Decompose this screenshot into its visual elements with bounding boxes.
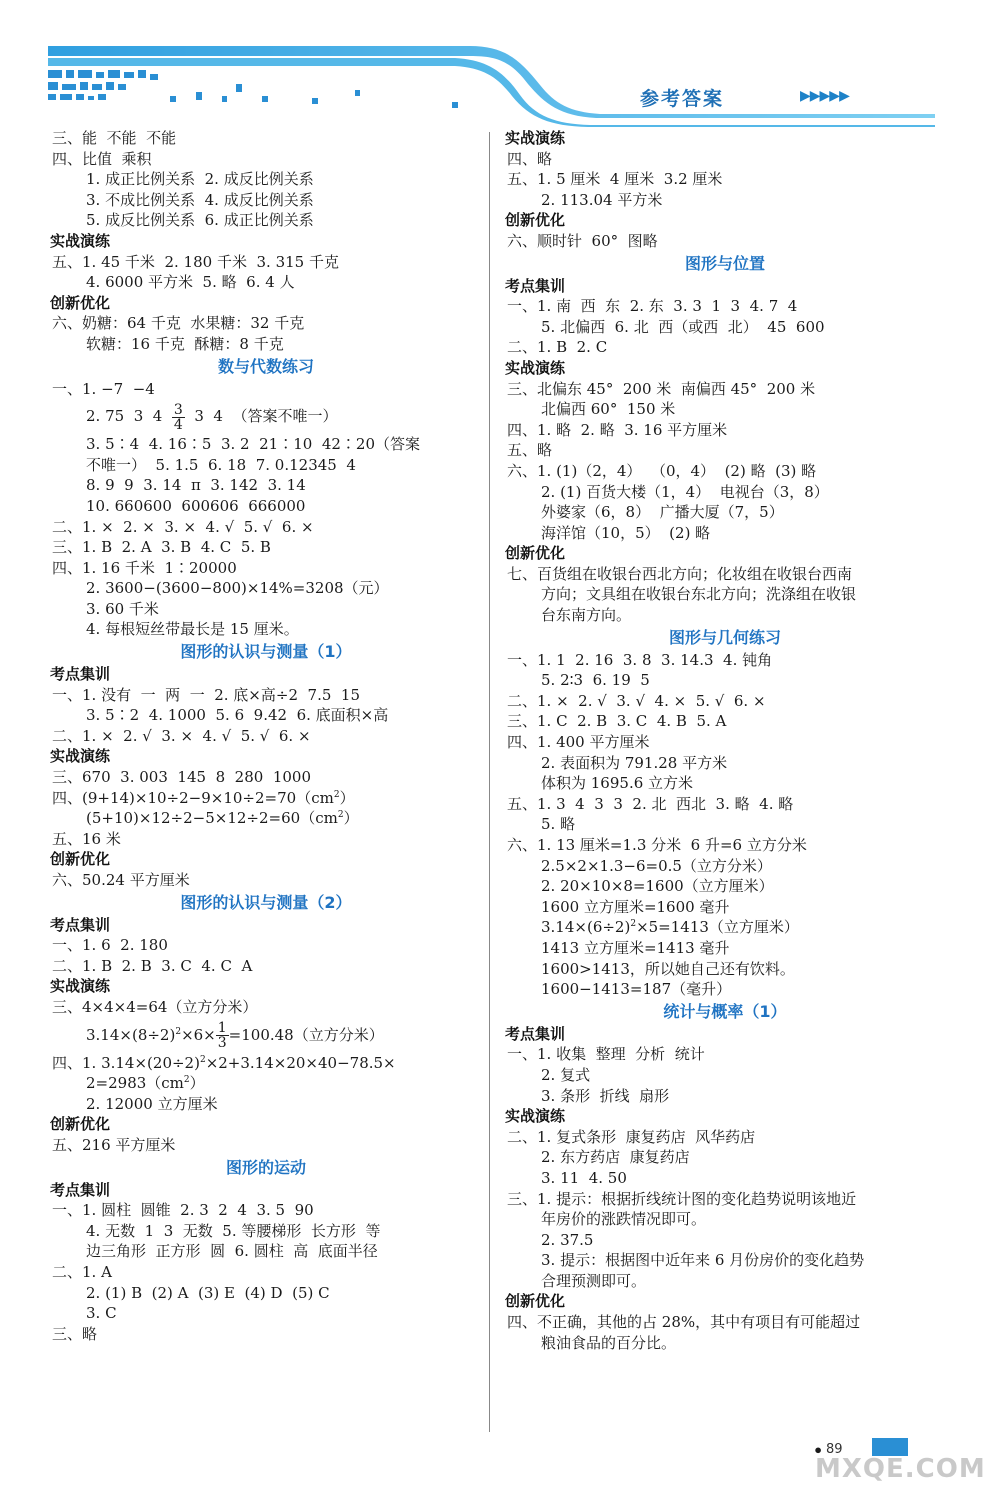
answer-line: 合理预测即可。 [541,1271,647,1290]
section-title: 图形的运动 [225,1157,306,1177]
answer-line: 二、1. × 2. √ 3. × 4. √ 5. √ 6. × [52,726,311,745]
answer-line: 4. 无数 1 3 无数 5. 等腰梯形 长方形 等 [86,1221,381,1240]
text-run: 3 4 （答案不唯一） [184,407,338,426]
header-title: 参考答案 [639,88,724,110]
section-title: 图形与位置 [684,253,765,273]
page-number-dot: • [813,1441,824,1460]
superscript: 2 [183,1075,190,1086]
superscript: 2 [175,1026,182,1037]
answer-line: 五、1. 45 千米 2. 180 千米 3. 315 千克 [52,252,339,271]
answer-line: 3. 5∶4 4. 16∶5 3. 2 21∶10 42∶20（答案 [86,435,420,454]
answer-line: 5. 北偏西 6. 北 西（或西 北） 45 600 [541,317,825,336]
text-run: ×6× [181,1025,216,1044]
subsection-label: 实战演练 [50,977,111,996]
answer-line: 一、1. 1 2. 16 3. 8 3. 14.3 4. 钝角 [507,650,773,669]
answer-line: 二、1. B 2. C [507,338,608,357]
subsection-label: 实战演练 [505,129,566,147]
watermark: MXQE.COM [815,1454,986,1484]
subsection-label: 实战演练 [50,747,111,766]
answer-line: 三、4×4×4=64（立方分米） [52,997,258,1016]
answer-line: 年房价的涨跌情况即可。 [541,1210,707,1229]
subsection-label: 实战演练 [50,231,111,250]
answer-line: 2. 表面积为 791.28 平方米 [541,753,728,772]
answer-line: 粮油食品的百分比。 [541,1333,677,1352]
answer-line: 1600>1413，所以她自己还有饮料。 [541,959,795,978]
answer-line: 2. (1) 百货大楼（1，4） 电视台（3，8） [541,482,829,501]
left-column [50,128,482,1344]
section-title: 图形的认识与测量（2） [180,892,352,912]
text-run: (5+10)×12÷2−5×12÷2=60（cm [86,809,338,828]
answer-line: 三、1. B 2. A 3. B 4. C 5. B [52,538,271,557]
answer-line: 五、216 平方厘米 [52,1135,176,1154]
answer-line: 三、略 [52,1324,98,1343]
answer-line: 3. 提示：根据图中近年来 6 月份房价的变化趋势 [541,1251,865,1270]
answer-line: 四、不正确，其他的占 28%，其中有项目有可能超过 [507,1313,861,1332]
subsection-label: 考点集训 [50,915,111,934]
text-run: ） [339,788,355,807]
answer-line: 方向；文具组在收银台东北方向；洗涤组在收银 [541,585,857,604]
subsection-label: 创新优化 [505,211,566,230]
subsection-label: 创新优化 [505,544,566,563]
answer-line: 外婆家（6，8） 广播大厦（7，5） [541,503,784,522]
answer-line: 3. 条形 折线 扇形 [541,1086,670,1105]
answer-line: 2. 东方药店 康复药店 [541,1148,690,1167]
superscript: 2 [333,789,340,800]
subsection-label: 创新优化 [50,850,111,869]
answer-line [50,808,482,829]
text-run: ） [189,1074,205,1093]
superscript: 2 [199,1054,206,1065]
page-header [0,0,1000,130]
answer-line: 一、1. 圆柱 圆锥 2. 3 2 4 3. 5 90 [52,1201,314,1220]
answer-line: 3. 11 4. 50 [541,1168,627,1187]
text-run: 2. 75 3 4 [86,407,172,426]
answer-line: 六、1. (1)（2，4） （0，4） (2) 略 (3) 略 [507,461,817,480]
answer-line: 六、1. 13 厘米=1.3 分米 6 升=6 立方分米 [507,836,807,854]
superscript: 2 [630,919,637,930]
answer-line: 北偏西 60° 150 米 [541,400,676,419]
answer-line: 5. 成反比例关系 6. 成正比例关系 [86,211,314,230]
answer-line: 软糖：16 千克 酥糖：8 千克 [86,334,284,353]
answer-line [505,917,945,938]
answer-line: 三、1. 提示：根据折线统计图的变化趋势说明该地近 [507,1189,857,1208]
answer-line: 1600 立方厘米=1600 毫升 [541,897,730,916]
answer-line: 5. 2∶3 6. 19 5 [541,671,650,690]
answer-line: 一、1. 收集 整理 分析 统计 [507,1045,705,1064]
answer-line: 台东南方向。 [541,606,632,625]
answer-line: 5. 略 [541,815,576,834]
answer-line [50,788,482,809]
answer-line: 六、奶糖：64 千克 水果糖：32 千克 [52,314,305,333]
answer-line: 2. 12000 立方厘米 [86,1094,218,1113]
answer-line: 三、北偏东 45° 200 米 南偏西 45° 200 米 [507,379,816,398]
text-run: 2=2983（cm [86,1074,184,1093]
fraction: $\frac{1}{3}$ [217,1020,227,1052]
answer-line: 体积为 1695.6 立方米 [541,774,694,793]
text-run: ×5=1413（立方厘米） [636,918,799,937]
answer-line: 3. 5∶2 4. 1000 5. 6 9.42 6. 底面积×高 [86,706,389,725]
answer-line: 四、比值 乘积 [52,149,152,168]
answer-line: 2. 3600−(3600−800)×14%=3208（元） [86,579,389,598]
answer-line: 一、1. −7 −4 [52,379,155,398]
answer-line: 2. (1) B (2) A (3) E (4) D (5) C [86,1283,330,1302]
answer-line [50,399,482,434]
answer-line: 四、略 [507,149,553,168]
answer-line: 一、1. 6 2. 180 [52,936,168,955]
answer-line: 2.5×2×1.3−6=0.5（立方分米） [541,856,772,875]
section-title: 图形与几何练习 [668,627,781,647]
answer-line: 1600−1413=187（毫升） [541,980,732,999]
answer-line: 六、50.24 平方厘米 [52,871,190,889]
answer-line: 五、1. 3 4 3 3 2. 北 西北 3. 略 4. 略 [507,794,794,813]
answer-line: 三、670 3. 003 145 8 280 1000 [52,768,311,787]
text-run: 四、(9+14)×10÷2−9×10÷2=70（cm [52,788,334,807]
page-number: 89 [826,1442,843,1457]
text-run: ×2+3.14×20×40−78.5× [205,1053,396,1072]
answer-line: 五、略 [507,441,553,460]
subsection-label: 实战演练 [505,358,566,377]
answer-line: 五、16 米 [52,829,121,848]
subsection-label: 创新优化 [50,1115,111,1134]
answer-line: 4. 每根短丝带最长是 15 厘米。 [86,620,299,639]
answer-line: 七、百货组在收银台西北方向；化妆组在收银台西南 [507,564,853,583]
answer-line [50,1073,482,1094]
answer-line [50,1018,482,1053]
right-column [505,128,945,1353]
answer-line: 四、1. 略 2. 略 3. 16 平方厘米 [507,420,728,439]
subsection-label: 考点集训 [50,1180,111,1199]
answer-line: 8. 9 9 3. 14 π 3. 142 3. 14 [86,476,306,495]
answer-line: 3. C [86,1304,117,1323]
text-run: =100.48（立方分米） [228,1025,384,1044]
subsection-label: 考点集训 [505,276,566,295]
answer-line: 10. 660600 600606 666000 [86,496,306,515]
answer-line: 二、1. × 2. √ 3. √ 4. × 5. √ 6. × [507,691,766,710]
answer-line: 一、1. 没有 一 两 一 2. 底×高÷2 7.5 15 [52,685,360,704]
subsection-label: 考点集训 [50,665,111,684]
subsection-label: 考点集训 [505,1024,566,1043]
answer-line: 边三角形 正方形 圆 6. 圆柱 高 底面半径 [86,1242,378,1261]
answer-line: 4. 6000 平方米 5. 略 6. 4 人 [86,273,295,292]
superscript: 2 [337,810,344,821]
answer-line: 3. 不成比例关系 4. 成反比例关系 [86,190,314,209]
answer-line: 3. 60 千米 [86,599,159,618]
text-run: 四、1. 3.14×(20÷2) [52,1053,200,1072]
answer-line: 五、1. 5 厘米 4 厘米 3.2 厘米 [507,170,723,189]
answer-line [50,1053,482,1074]
answer-line: 二、1. B 2. B 3. C 4. C A [52,956,253,975]
text-run: 3.14×(6÷2) [541,918,631,937]
header-arrows-decoration: ▶▶▶▶▶ [800,88,849,104]
answer-line: 2. 37.5 [541,1230,594,1249]
answer-line: 海洋馆（10，5） (2) 略 [541,523,711,542]
section-title: 数与代数练习 [217,356,314,376]
answer-line: 2. 20×10×8=1600（立方厘米） [541,877,774,896]
answer-line: 六、顺时针 60° 图略 [507,231,658,250]
answer-line: 1. 成正比例关系 2. 成反比例关系 [86,170,314,189]
answer-line: 二、1. A [52,1262,112,1281]
section-title: 统计与概率（1） [663,1001,787,1021]
header-banner-graphic [0,0,1000,130]
column-divider [489,132,490,1432]
answer-line: 二、1. × 2. × 3. × 4. √ 5. √ 6. × [52,517,314,536]
answer-line: 1413 立方厘米=1413 毫升 [541,938,730,957]
answer-line: 四、1. 16 千米 1∶20000 [52,558,237,577]
subsection-label: 创新优化 [505,1292,566,1311]
answer-line: 三、能 不能 不能 [52,129,177,147]
answer-line: 一、1. 南 西 东 2. 东 3. 3 1 3 4. 7 4 [507,297,798,316]
answer-line: 2. 113.04 平方米 [541,190,663,209]
subsection-label: 实战演练 [505,1107,566,1126]
answer-line: 四、1. 400 平方厘米 [507,733,650,752]
text-run: 3.14×(8÷2) [86,1025,176,1044]
answer-line: 不唯一） 5. 1.5 6. 18 7. 0.12345 4 [86,455,356,474]
answer-line: 二、1. 复式条形 康复药店 风华药店 [507,1127,756,1146]
answer-line: 2. 复式 [541,1065,591,1084]
fraction: $\frac{3}{4}$ [173,401,183,433]
section-title: 图形的认识与测量（1） [180,642,352,662]
text-run: ） [343,809,359,828]
subsection-label: 创新优化 [50,293,111,312]
answer-line: 三、1. C 2. B 3. C 4. B 5. A [507,712,727,731]
